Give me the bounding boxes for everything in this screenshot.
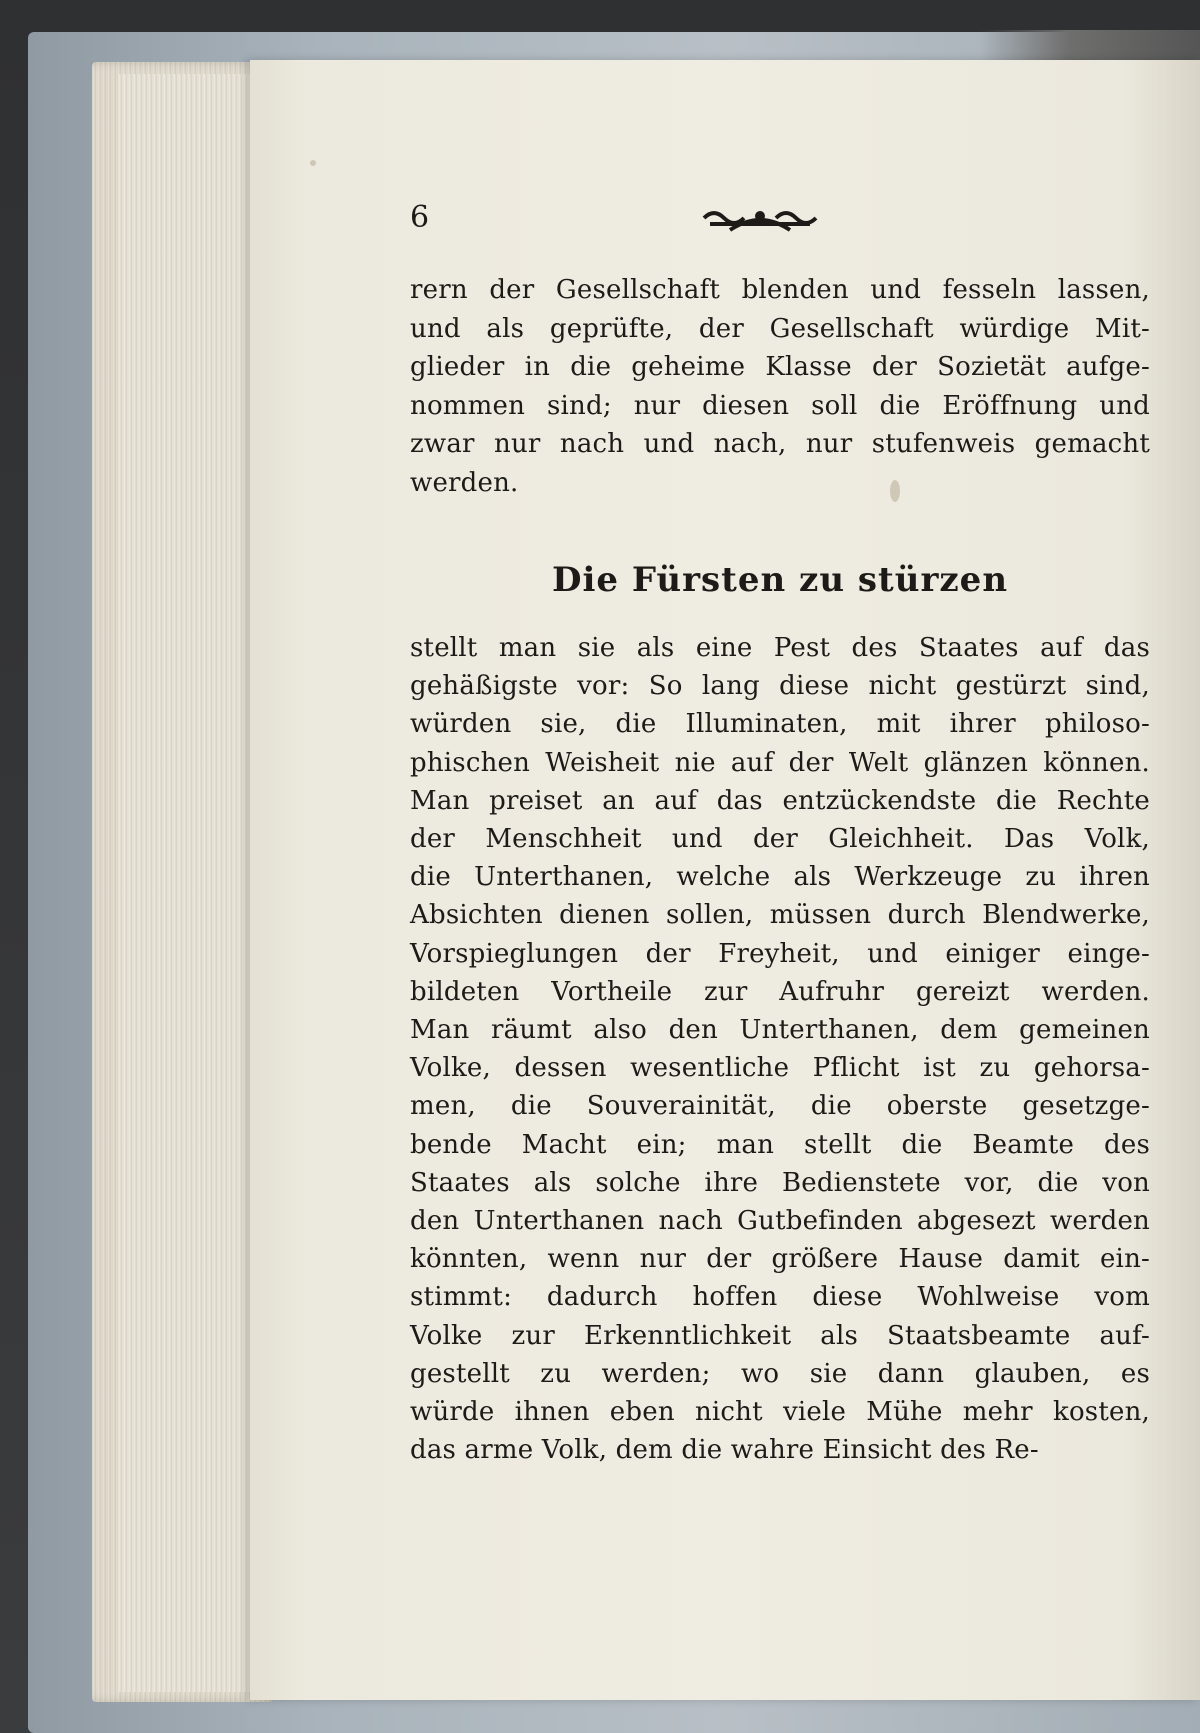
text-line: Volke zur Erkenntlichkeit als Staatsbeamte auf- [410, 1320, 1150, 1351]
text-line: phischen Weisheit nie auf der Welt glänzen können. [410, 747, 1150, 778]
text-line: stimmt: dadurch hoffen diese Wohlweise vom [410, 1282, 1150, 1313]
text-line: Volke, dessen wesentliche Pflicht ist zu gehorsa- [410, 1053, 1150, 1084]
text-line: die Unterthanen, welche als Werkzeuge zu ihren [410, 862, 1150, 893]
section-heading: Die Fürsten zu stürzen [551, 560, 1009, 600]
text-line: men, die Souverainität, die oberste gesetzge- [410, 1091, 1150, 1122]
text-line: würden sie, die Illuminaten, mit ihrer philoso- [410, 709, 1150, 740]
text-line: gehäßigste vor: So lang diese nicht gestürzt sind, [410, 671, 1150, 702]
page-header [410, 198, 1150, 248]
text-line: der Menschheit und der Gleichheit. Das Volk, [410, 824, 1150, 854]
text-line: bildeten Vortheile zur Aufruhr gereizt werden. [410, 976, 1150, 1007]
text-line: und als geprüfte, der Gesellschaft würdige Mit- [410, 313, 1150, 344]
text-line: würde ihnen eben nicht viele Mühe mehr kosten, [410, 1397, 1150, 1427]
text-line: könnten, wenn nur der größere Hause damit ein- [410, 1244, 1150, 1275]
ornament-icon [700, 204, 820, 236]
page-block-edges-inner [118, 74, 268, 1692]
book-page [250, 60, 1200, 1700]
foxing-spot [310, 160, 316, 166]
text-line: das arme Volk, dem die wahre Einsicht des Re- [410, 1435, 1039, 1466]
text-line: rern der Gesellschaft blenden und fesseln lassen, [410, 275, 1150, 305]
text-line: den Unterthanen nach Gutbefinden abgesezt werden [410, 1206, 1150, 1236]
page-number: 6 [410, 200, 430, 235]
text-line: Man preiset an auf das entzückendste die Rechte [410, 785, 1150, 816]
text-line: gestellt zu werden; wo sie dann glauben, es [410, 1358, 1150, 1389]
text-line: nommen sind; nur diesen soll die Eröffnung und [410, 390, 1150, 421]
text-line: werden. [410, 467, 519, 498]
page-text-block [410, 60, 1150, 1700]
text-line: Vorspieglungen der Freyheit, und einiger einge- [410, 938, 1150, 969]
text-line: bende Macht ein; man stellt die Beamte des [410, 1129, 1150, 1160]
text-line: Staates als solche ihre Bedienstete vor, die von [410, 1167, 1150, 1198]
text-line: stellt man sie als eine Pest des Staates auf das [410, 633, 1150, 663]
text-line: glieder in die geheime Klasse der Sozietät aufge- [410, 352, 1150, 382]
text-line: zwar nur nach und nach, nur stufenweis gemacht [410, 429, 1150, 459]
text-line: Absichten dienen sollen, müssen durch Blendwerke, [410, 900, 1150, 931]
text-line: Man räumt also den Unterthanen, dem gemeinen [410, 1015, 1150, 1045]
